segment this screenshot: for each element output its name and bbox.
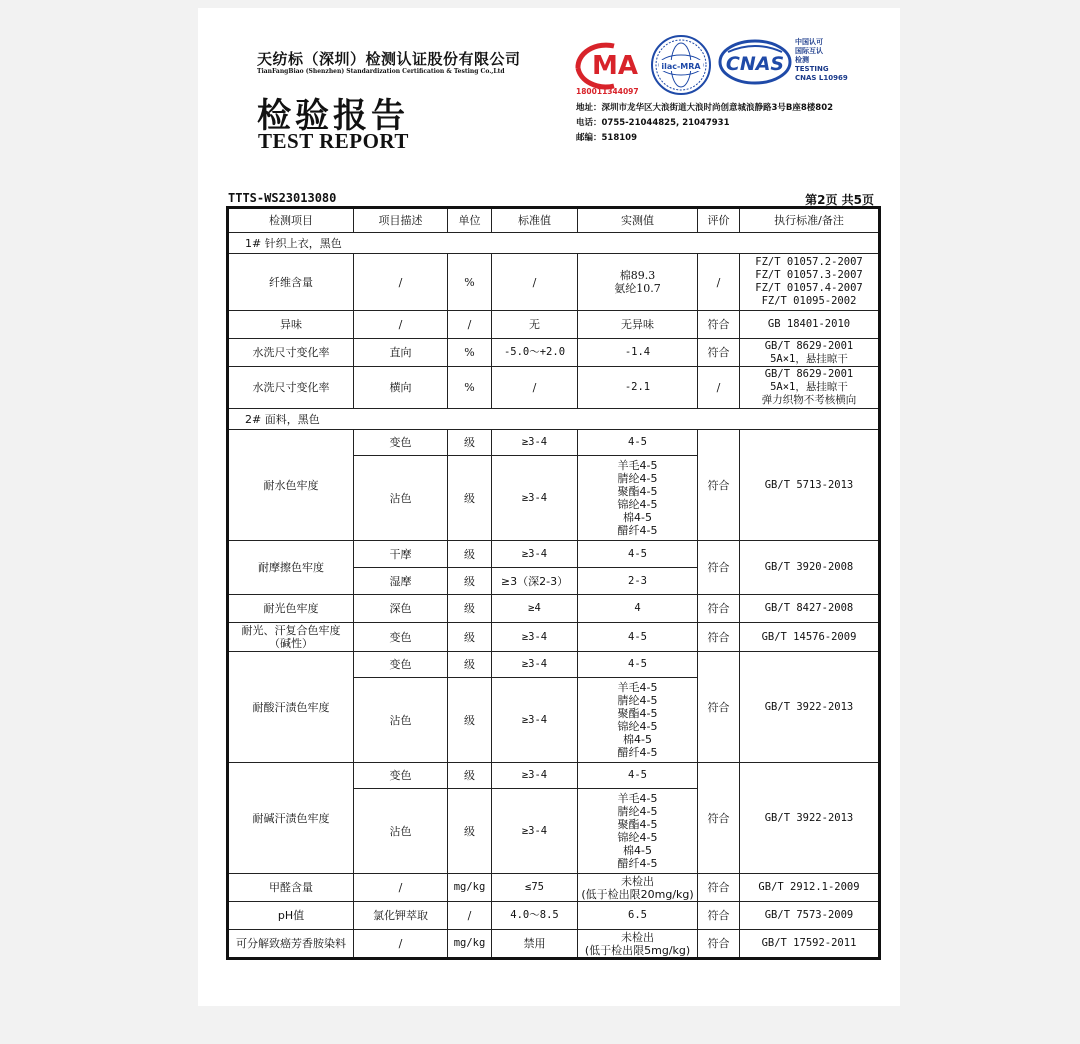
cnas-caption-line: 中国认可 — [795, 38, 823, 46]
table-row — [228, 902, 880, 930]
cell-result: 6.5 — [578, 902, 698, 930]
cell-desc: / — [354, 930, 448, 959]
cell-eval: / — [698, 254, 740, 311]
cell-note: GB/T 8427-2008 — [740, 595, 880, 623]
cell-result: 2-3 — [578, 568, 698, 595]
cell-result: 棉89.3 氨纶10.7 — [578, 254, 698, 311]
section-row — [228, 233, 880, 254]
table-row — [228, 339, 880, 367]
company-name-cn: 天纺标（深圳）检测认证股份有限公司 — [257, 50, 521, 68]
cell-unit: % — [448, 254, 492, 311]
cell-desc: 沾色 — [354, 456, 448, 541]
cell-item: 耐水色牢度 — [228, 430, 354, 541]
cell-unit: mg/kg — [448, 930, 492, 959]
ilac-text: ilac-MRA — [661, 62, 701, 71]
cell-result: -1.4 — [578, 339, 698, 367]
cell-note: GB/T 7573-2009 — [740, 902, 880, 930]
cell-std: -5.0～+2.0 — [492, 339, 578, 367]
cell-eval: 符合 — [698, 930, 740, 959]
table-row — [228, 623, 880, 652]
cell-eval: 符合 — [698, 874, 740, 902]
cell-note: GB/T 5713-2013 — [740, 430, 880, 541]
cell-desc: / — [354, 254, 448, 311]
cell-unit: 级 — [448, 456, 492, 541]
cell-item: pH值 — [228, 902, 354, 930]
report-page — [198, 8, 900, 1006]
cell-std: ≥3-4 — [492, 541, 578, 568]
cell-result: 未检出 (低于检出限5mg/kg) — [578, 930, 698, 959]
cell-std: ≥3-4 — [492, 652, 578, 678]
cell-eval: 符合 — [698, 595, 740, 623]
cell-item: 水洗尺寸变化率 — [228, 339, 354, 367]
cell-std: ≥3-4 — [492, 678, 578, 763]
report-number: TTTS-WS23013080 — [228, 191, 337, 205]
cell-desc: 沾色 — [354, 678, 448, 763]
cell-std: / — [492, 254, 578, 311]
table-row — [228, 874, 880, 902]
cell-item: 耐酸汗渍色牢度 — [228, 652, 354, 763]
cell-std: ≥3-4 — [492, 456, 578, 541]
cell-eval: 符合 — [698, 311, 740, 339]
cell-note: GB 18401-2010 — [740, 311, 880, 339]
ilac-mra-logo-icon — [650, 34, 712, 96]
cell-desc: / — [354, 311, 448, 339]
cell-note: GB/T 14576-2009 — [740, 623, 880, 652]
cell-desc: 变色 — [354, 430, 448, 456]
table-row — [228, 430, 880, 456]
sample-label: 2# 面料，黑色 — [228, 409, 880, 430]
cell-std: 4.0～8.5 — [492, 902, 578, 930]
cnas-logo-icon — [718, 38, 792, 86]
cell-note: GB/T 17592-2011 — [740, 930, 880, 959]
cell-note: GB/T 2912.1-2009 — [740, 874, 880, 902]
cell-unit: 级 — [448, 789, 492, 874]
cell-std: 无 — [492, 311, 578, 339]
cell-result: 4-5 — [578, 623, 698, 652]
table-row — [228, 541, 880, 568]
cell-desc: 变色 — [354, 623, 448, 652]
company-phone: 电话：0755-21044825, 21047931 — [576, 118, 730, 128]
cell-unit: % — [448, 339, 492, 367]
cell-item: 耐光色牢度 — [228, 595, 354, 623]
cnas-caption-line: 检测 — [795, 56, 809, 64]
cell-std: ≥3-4 — [492, 789, 578, 874]
table-row — [228, 254, 880, 311]
cell-note: GB/T 8629-2001 5A×1，悬挂晾干 弹力织物不考核横向 — [740, 367, 880, 409]
cell-std: ≥4 — [492, 595, 578, 623]
cell-desc: 变色 — [354, 652, 448, 678]
cell-item: 耐碱汗渍色牢度 — [228, 763, 354, 874]
table-header-row — [228, 208, 880, 233]
cell-desc: 沾色 — [354, 789, 448, 874]
cell-note: GB/T 8629-2001 5A×1，悬挂晾干 — [740, 339, 880, 367]
cma-number: 180011344097 — [576, 87, 639, 96]
cell-unit: 级 — [448, 763, 492, 789]
table-row — [228, 367, 880, 409]
cell-unit: / — [448, 902, 492, 930]
page-indicator: 第2页 共5页 — [805, 193, 874, 207]
cell-unit: mg/kg — [448, 874, 492, 902]
cell-eval: 符合 — [698, 541, 740, 595]
cell-note: GB/T 3922-2013 — [740, 763, 880, 874]
cell-note: GB/T 3920-2008 — [740, 541, 880, 595]
cell-std: ≥3-4 — [492, 623, 578, 652]
table-row — [228, 652, 880, 678]
cell-desc: / — [354, 874, 448, 902]
cell-eval: 符合 — [698, 339, 740, 367]
cell-item: 耐摩擦色牢度 — [228, 541, 354, 595]
company-name-en: TianFangBiao (Shenzhen) Standardization Certification & Testing Co.,Ltd — [257, 68, 505, 75]
cell-desc: 氯化钾萃取 — [354, 902, 448, 930]
cell-eval: 符合 — [698, 652, 740, 763]
cnas-caption — [795, 38, 848, 83]
cell-note: GB/T 3922-2013 — [740, 652, 880, 763]
cell-std: ≥3-4 — [492, 763, 578, 789]
cell-desc: 直向 — [354, 339, 448, 367]
cell-unit: 级 — [448, 678, 492, 763]
cell-item: 甲醛含量 — [228, 874, 354, 902]
cell-std: ≥3-4 — [492, 430, 578, 456]
cell-std: / — [492, 367, 578, 409]
cell-unit: 级 — [448, 541, 492, 568]
column-header: 评价 — [698, 208, 740, 233]
cnas-text: CNAS — [725, 53, 785, 75]
cell-eval: 符合 — [698, 623, 740, 652]
company-postcode: 邮编：518109 — [576, 133, 637, 143]
cell-desc: 深色 — [354, 595, 448, 623]
column-header: 实测值 — [578, 208, 698, 233]
table-row — [228, 763, 880, 789]
cell-note: FZ/T 01057.2-2007 FZ/T 01057.3-2007 FZ/T 01057.4-2007 FZ/T 01095-2002 — [740, 254, 880, 311]
column-header: 检测项目 — [228, 208, 354, 233]
cell-unit: % — [448, 367, 492, 409]
sample-label: 1# 针织上衣，黑色 — [228, 233, 880, 254]
cma-text: MA — [592, 51, 638, 81]
cell-result: 4-5 — [578, 430, 698, 456]
cell-result: 羊毛4-5 腈纶4-5 聚酯4-5 锦纶4-5 棉4-5 醋纤4-5 — [578, 678, 698, 763]
cell-result: 无异味 — [578, 311, 698, 339]
cell-unit: / — [448, 311, 492, 339]
cell-result: 羊毛4-5 腈纶4-5 聚酯4-5 锦纶4-5 棉4-5 醋纤4-5 — [578, 789, 698, 874]
results-table — [226, 206, 881, 960]
cell-item: 耐光、汗复合色牢度 （碱性） — [228, 623, 354, 652]
report-title-cn: 检验报告 — [257, 96, 409, 136]
cnas-caption-line: TESTING — [795, 65, 829, 73]
cell-result: -2.1 — [578, 367, 698, 409]
cell-result: 羊毛4-5 腈纶4-5 聚酯4-5 锦纶4-5 棉4-5 醋纤4-5 — [578, 456, 698, 541]
table-row — [228, 930, 880, 959]
company-address: 地址：深圳市龙华区大浪街道大浪时尚创意城浪静路3号B座8楼802 — [576, 103, 834, 113]
cell-unit: 级 — [448, 568, 492, 595]
column-header: 项目描述 — [354, 208, 448, 233]
cell-eval: 符合 — [698, 430, 740, 541]
cell-unit: 级 — [448, 595, 492, 623]
cell-std: ≥3（深2-3） — [492, 568, 578, 595]
cell-desc: 湿摩 — [354, 568, 448, 595]
column-header: 执行标准/备注 — [740, 208, 880, 233]
cell-std: ≤75 — [492, 874, 578, 902]
cell-desc: 横向 — [354, 367, 448, 409]
cell-result: 4-5 — [578, 763, 698, 789]
cma-logo-icon — [574, 38, 642, 96]
cell-desc: 干摩 — [354, 541, 448, 568]
cnas-caption-line: 国际互认 — [795, 47, 823, 55]
cell-result: 未检出 (低于检出限20mg/kg) — [578, 874, 698, 902]
cell-item: 水洗尺寸变化率 — [228, 367, 354, 409]
column-header: 标准值 — [492, 208, 578, 233]
cell-unit: 级 — [448, 623, 492, 652]
cell-eval: / — [698, 367, 740, 409]
cell-std: 禁用 — [492, 930, 578, 959]
cnas-caption-line: CNAS L10969 — [795, 74, 848, 82]
cell-unit: 级 — [448, 652, 492, 678]
cell-item: 纤维含量 — [228, 254, 354, 311]
section-row — [228, 409, 880, 430]
cell-item: 可分解致癌芳香胺染料 — [228, 930, 354, 959]
column-header: 单位 — [448, 208, 492, 233]
cell-unit: 级 — [448, 430, 492, 456]
cell-result: 4-5 — [578, 652, 698, 678]
cell-eval: 符合 — [698, 902, 740, 930]
cell-desc: 变色 — [354, 763, 448, 789]
cell-result: 4 — [578, 595, 698, 623]
table-row — [228, 595, 880, 623]
cell-item: 异味 — [228, 311, 354, 339]
cell-result: 4-5 — [578, 541, 698, 568]
cell-eval: 符合 — [698, 763, 740, 874]
report-title-en: TEST REPORT — [258, 129, 409, 153]
table-row — [228, 311, 880, 339]
